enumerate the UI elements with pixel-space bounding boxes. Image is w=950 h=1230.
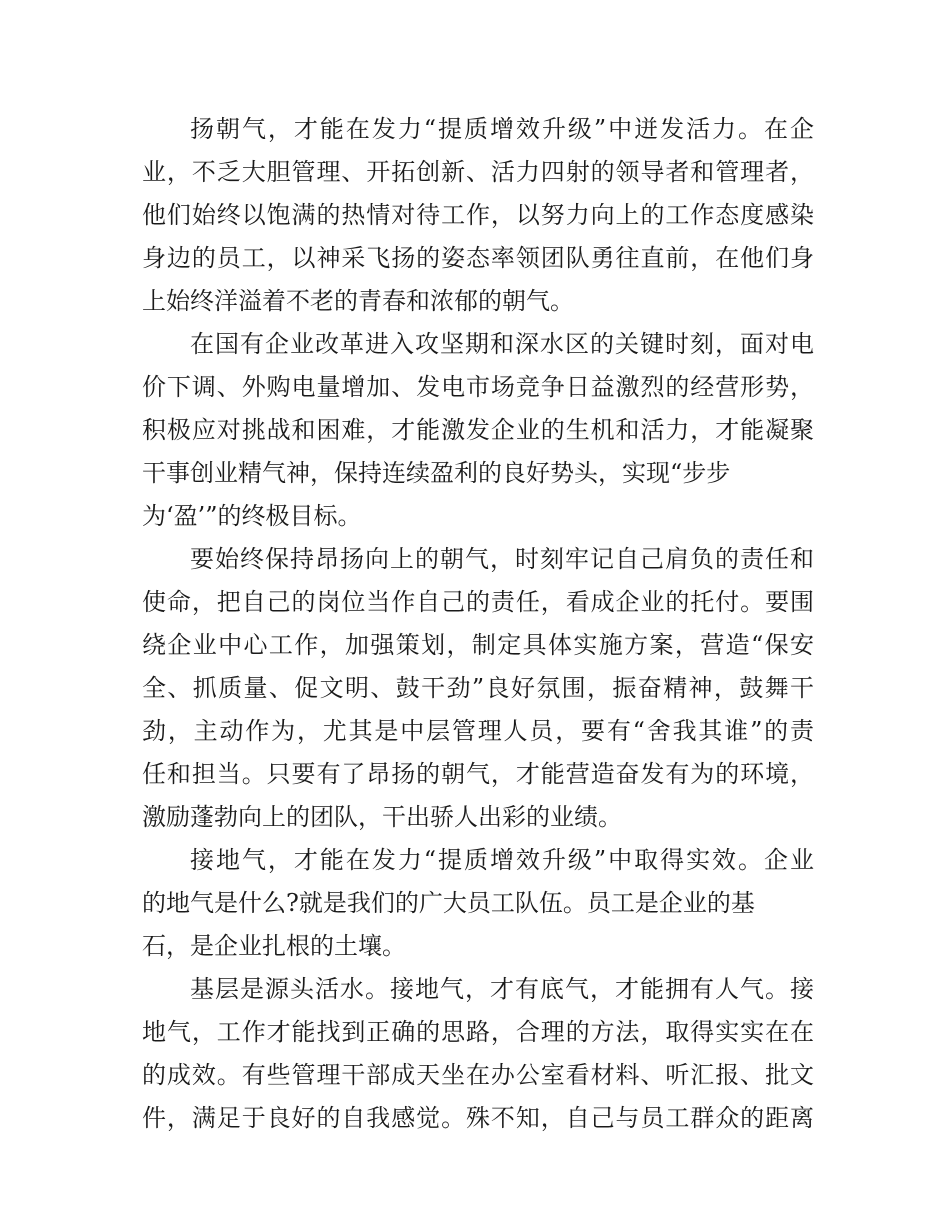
text-line: 激励蓬勃向上的团队，干出骄人出彩的业绩。 (142, 803, 622, 831)
text-line: 全、抓质量、促文明、鼓干劲”良好氛围，振奋精神，鼓舞干 (142, 674, 814, 702)
text-line: 任和担当。只要有了昂扬的朝气，才能营造奋发有为的环境， (142, 760, 814, 788)
text-line: 积极应对挑战和困难，才能激发企业的生机和活力，才能凝聚 (142, 416, 814, 444)
text-line: 基层是源头活水。接地气，才有底气，才能拥有人气。接 (190, 975, 814, 1003)
text-line: 要始终保持昂扬向上的朝气，时刻牢记自己肩负的责任和 (190, 545, 814, 573)
text-line: 劲，主动作为，尤其是中层管理人员，要有“舍我其谁”的责 (142, 717, 814, 745)
text-line: 上始终洋溢着不老的青春和浓郁的朝气。 (142, 287, 574, 315)
paragraph (142, 323, 814, 538)
text-line: 价下调、外购电量增加、发电市场竞争日益激烈的经营形势， (142, 373, 814, 401)
text-line: 接地气，才能在发力“提质增效升级”中取得实效。企业 (190, 846, 814, 874)
paragraph (142, 538, 814, 839)
document-body (142, 108, 814, 1140)
paragraph (142, 968, 814, 1140)
text-line: 地气，工作才能找到正确的思路，合理的方法，取得实实在在 (142, 1018, 814, 1046)
text-line: 的地气是什么?就是我们的广大员工队伍。员工是企业的基 (142, 889, 755, 917)
text-line: 石，是企业扎根的土壤。 (142, 932, 406, 960)
text-line: 扬朝气，才能在发力“提质增效升级”中迸发活力。在企 (190, 115, 814, 143)
text-line: 他们始终以饱满的热情对待工作，以努力向上的工作态度感染 (142, 201, 814, 229)
text-line: 件，满足于良好的自我感觉。殊不知，自己与员工群众的距离 (142, 1104, 814, 1132)
text-line: 使命，把自己的岗位当作自己的责任，看成企业的托付。要围 (142, 588, 814, 616)
paragraph (142, 839, 814, 968)
text-line: 身边的员工，以神采飞扬的姿态率领团队勇往直前，在他们身 (142, 244, 814, 272)
text-line: 在国有企业改革进入攻坚期和深水区的关键时刻，面对电 (190, 330, 814, 358)
text-line: 为‘盈’”的终极目标。 (142, 502, 362, 530)
paragraph (142, 108, 814, 323)
text-line: 干事创业精气神，保持连续盈利的良好势头，实现“步步 (142, 459, 731, 487)
text-line: 绕企业中心工作，加强策划，制定具体实施方案，营造“保安 (142, 631, 814, 659)
text-line: 业，不乏大胆管理、开拓创新、活力四射的领导者和管理者， (142, 158, 814, 186)
text-line: 的成效。有些管理干部成天坐在办公室看材料、听汇报、批文 (142, 1061, 814, 1089)
